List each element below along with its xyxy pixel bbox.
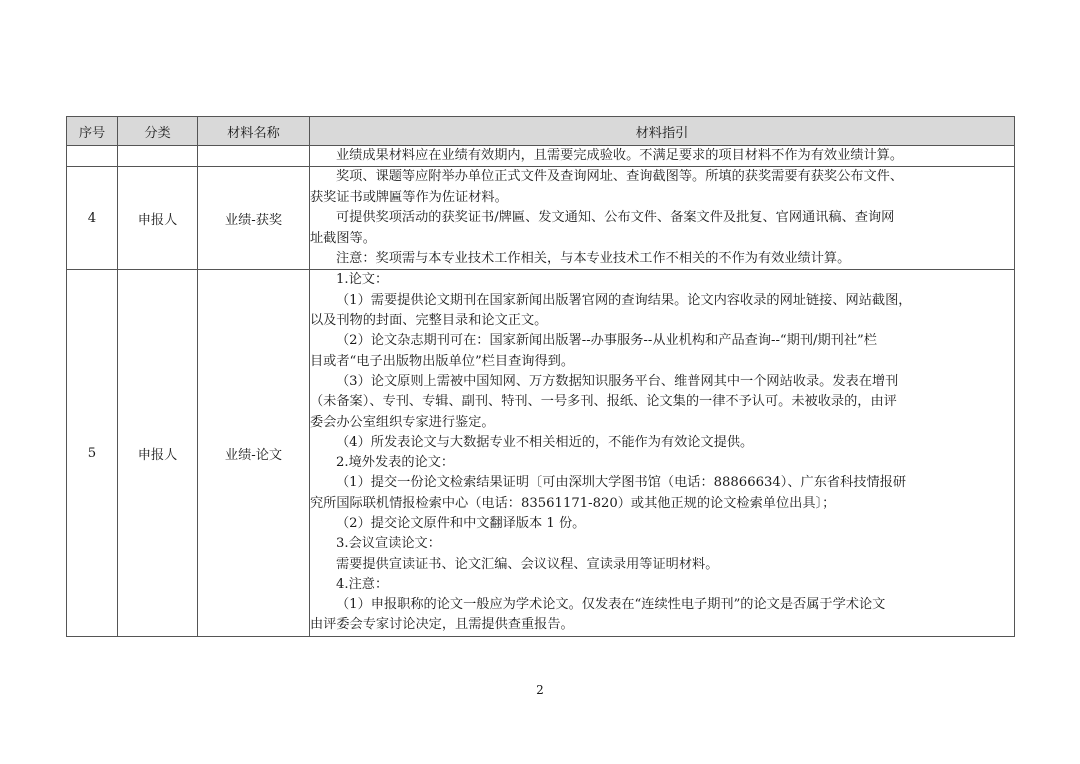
- guide-line: 奖项、课题等应附举办单位正式文件及查询网址、查询截图等。所填的获奖需要有获奖公布文件、: [336, 169, 904, 185]
- table-body: [67, 146, 1015, 637]
- row-category: 申报人: [118, 270, 198, 636]
- guide-line: 1.论文：: [336, 272, 389, 288]
- header-material-guide: 材料指引: [310, 117, 1015, 146]
- header-category: 分类: [118, 117, 198, 146]
- guide-line: 目或者“电子出版物出版单位”栏目查询得到。: [310, 353, 575, 369]
- table-row: [67, 167, 1015, 270]
- row-material-name: 业绩-获奖: [198, 167, 310, 270]
- guide-line: 获奖证书或牌匾等作为佐证材料。: [310, 189, 508, 205]
- row-number: [67, 146, 118, 167]
- row-guide: [310, 270, 1015, 636]
- guide-line: （未备案）、专刊、专辑、副刊、特刊、一号多刊、报纸、论文集的一律不予认可。未被收录的，由评: [310, 394, 897, 410]
- guide-line: （4）所发表论文与大数据专业不相关相近的，不能作为有效论文提供。: [336, 434, 754, 450]
- guide-line: 4.注意：: [336, 576, 389, 592]
- guide-line: 委会办公室组织专家进行鉴定。: [310, 414, 495, 430]
- row-guide: [310, 146, 1015, 167]
- guide-line: （1）申报职称的论文一般应为学术论文。仅发表在“连续性电子期刊”的论文是否属于学术论文: [336, 597, 886, 613]
- guide-line: （1）需要提供论文期刊在国家新闻出版署官网的查询结果。论文内容收录的网址链接、网站截图，: [336, 292, 912, 308]
- row-category: [118, 146, 198, 167]
- row-guide: [310, 167, 1015, 270]
- row-material-name: [198, 146, 310, 167]
- guide-line: （2）提交论文原件和中文翻译版本 1 份。: [336, 516, 586, 531]
- guide-line: 址截图等。: [310, 230, 376, 246]
- guide-line: 注意：奖项需与本专业技术工作相关，与本专业技术工作不相关的不作为有效业绩计算。: [336, 251, 851, 267]
- header-number: 序号: [67, 117, 118, 146]
- guide-line: （2）论文杂志期刊可在：国家新闻出版署--办事服务--从业机构和产品查询--“期刊/期刊社”栏: [336, 333, 877, 349]
- guide-line: 由评委会专家讨论决定，且需提供查重报告。: [310, 617, 574, 633]
- row-material-name: 业绩-论文: [198, 270, 310, 636]
- table-row: [67, 270, 1015, 636]
- row-category: 申报人: [118, 167, 198, 270]
- table-row: [67, 146, 1015, 167]
- guide-line: （3）论文原则上需被中国知网、万方数据知识服务平台、维普网其中一个网站收录。发表在增刊: [336, 373, 899, 389]
- materials-table: [66, 116, 1015, 637]
- guide-line: 以及刊物的封面、完整目录和论文正文。: [310, 313, 548, 329]
- guide-line: 可提供奖项活动的获奖证书/牌匾、发文通知、公布文件、备案文件及批复、官网通讯稿、查询网: [336, 210, 895, 226]
- header-material-name: 材料名称: [198, 117, 310, 146]
- page-number: 2: [536, 683, 544, 697]
- guide-line: 需要提供宣读证书、论文汇编、会议议程、宣读录用等证明材料。: [336, 556, 719, 572]
- row-number: 4: [67, 167, 118, 270]
- guide-line: （1）提交一份论文检索结果证明〔可由深圳大学图书馆（电话：88866634）、广东省科技情报研: [336, 475, 907, 491]
- guide-line: 业绩成果材料应在业绩有效期内，且需要完成验收。不满足要求的项目材料不作为有效业绩计算。: [336, 148, 904, 163]
- guide-line: 3.会议宣读论文：: [336, 536, 441, 552]
- guide-line: 究所国际联机情报检索中心（电话：83561171-820）或其他正规的论文检索单位出具〕；: [310, 495, 836, 511]
- table-header-row: [67, 117, 1015, 146]
- guide-line: 2.境外发表的论文：: [336, 455, 455, 471]
- row-number: 5: [67, 270, 118, 636]
